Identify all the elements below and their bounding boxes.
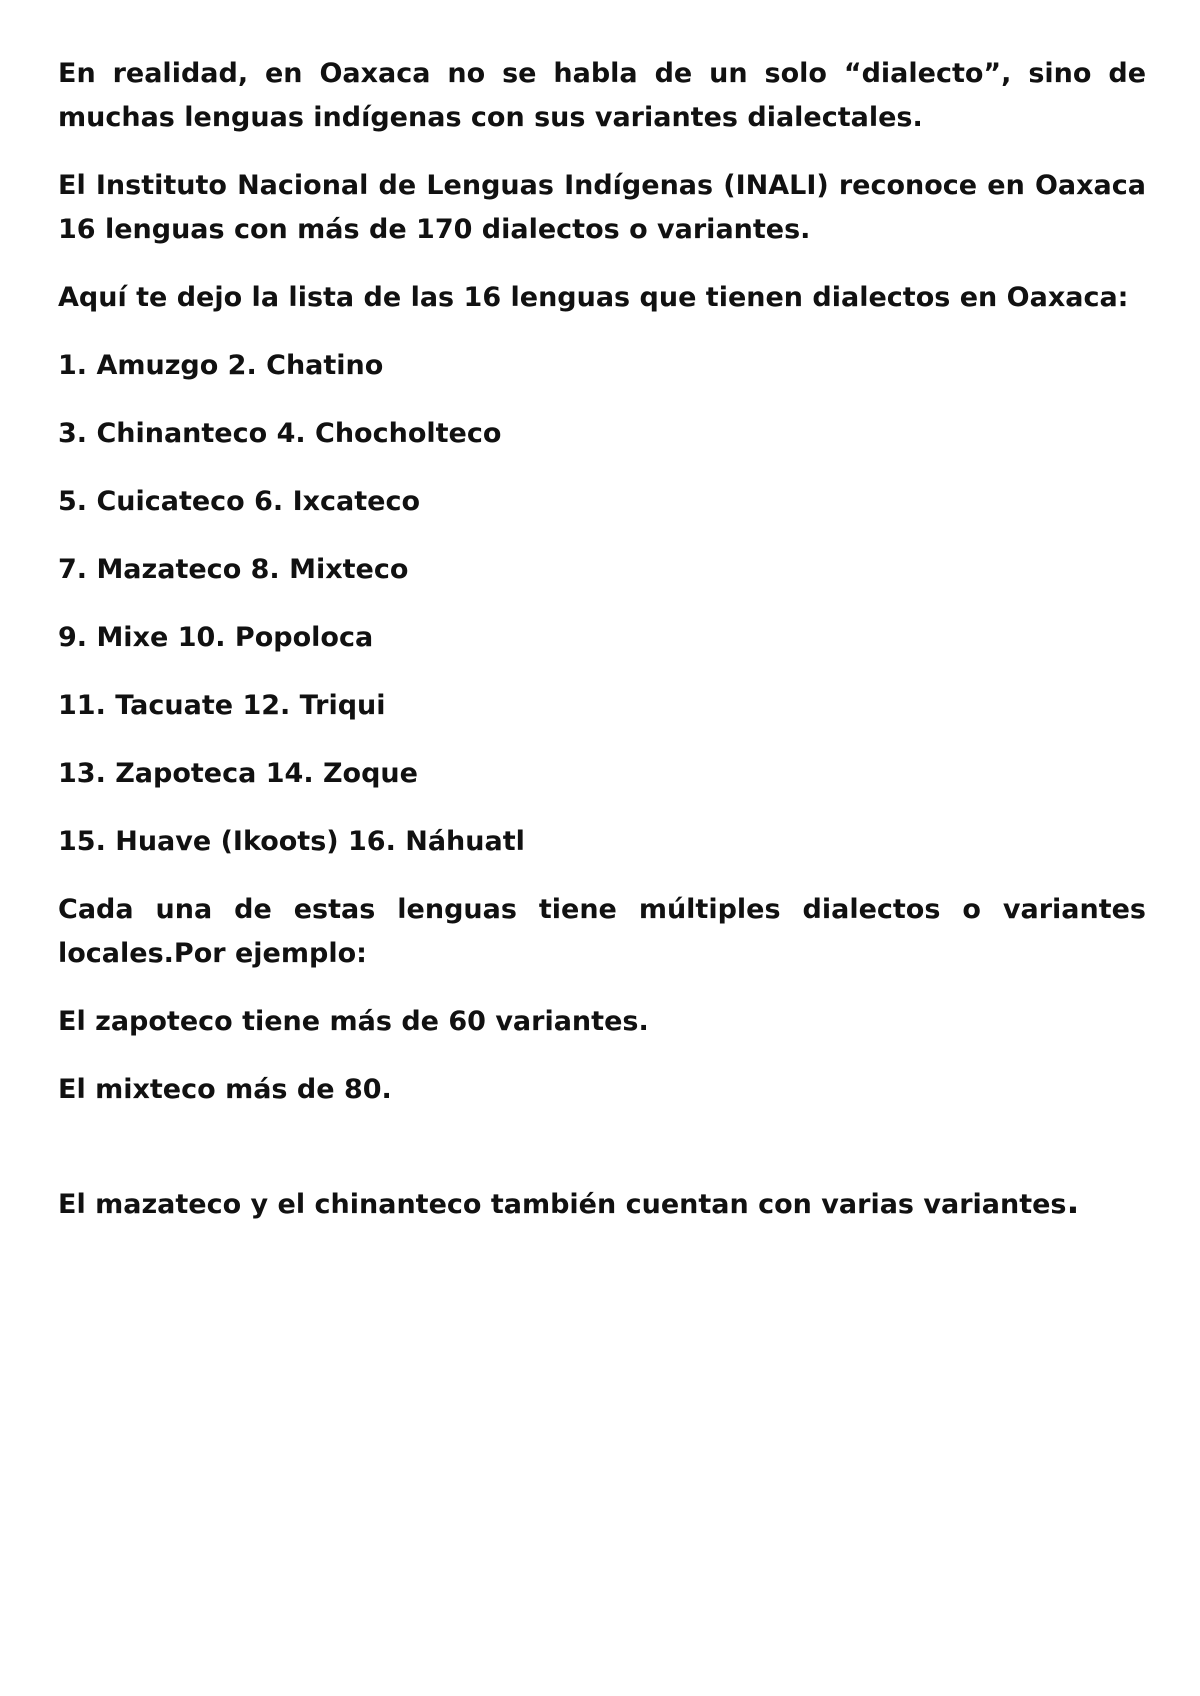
list-item: 5. Cuicateco 6. Ixcateco [58,486,421,517]
inali-paragraph: El Instituto Nacional de Lenguas Indígenas (INALI) reconoce en Oaxaca 16 lenguas con más de 170 dialectos o variantes. [58,170,1146,245]
mazateco-text: El mazateco y el chinanteco también cuentan con varias variantes [58,1189,1067,1220]
list-item: 11. Tacuate 12. Triqui [58,690,386,721]
languages-list [58,344,1146,864]
blank-line [58,1136,1146,1180]
final-period: . [1066,1182,1080,1222]
intro-paragraph: En realidad, en Oaxaca no se habla de un solo “dialecto”, sino de muchas lenguas indígenas con sus variantes dialectales. [58,58,1146,133]
document-page [58,52,1146,1251]
variants-paragraph: Cada una de estas lenguas tiene múltiples dialectos o variantes locales.Por ejemplo: [58,894,1146,969]
list-intro-paragraph: Aquí te dejo la lista de las 16 lenguas que tienen dialectos en Oaxaca: [58,282,1129,313]
mazateco-paragraph [58,1180,1146,1227]
list-item: 15. Huave (Ikoots) 16. Náhuatl [58,826,525,857]
mixteco-paragraph: El mixteco más de 80. [58,1074,392,1105]
list-item: 13. Zapoteca 14. Zoque [58,758,418,789]
zapoteco-paragraph: El zapoteco tiene más de 60 variantes. [58,1006,649,1037]
list-item: 1. Amuzgo 2. Chatino [58,350,384,381]
list-item: 9. Mixe 10. Popoloca [58,622,374,653]
list-item: 7. Mazateco 8. Mixteco [58,554,409,585]
list-item: 3. Chinanteco 4. Chocholteco [58,418,502,449]
